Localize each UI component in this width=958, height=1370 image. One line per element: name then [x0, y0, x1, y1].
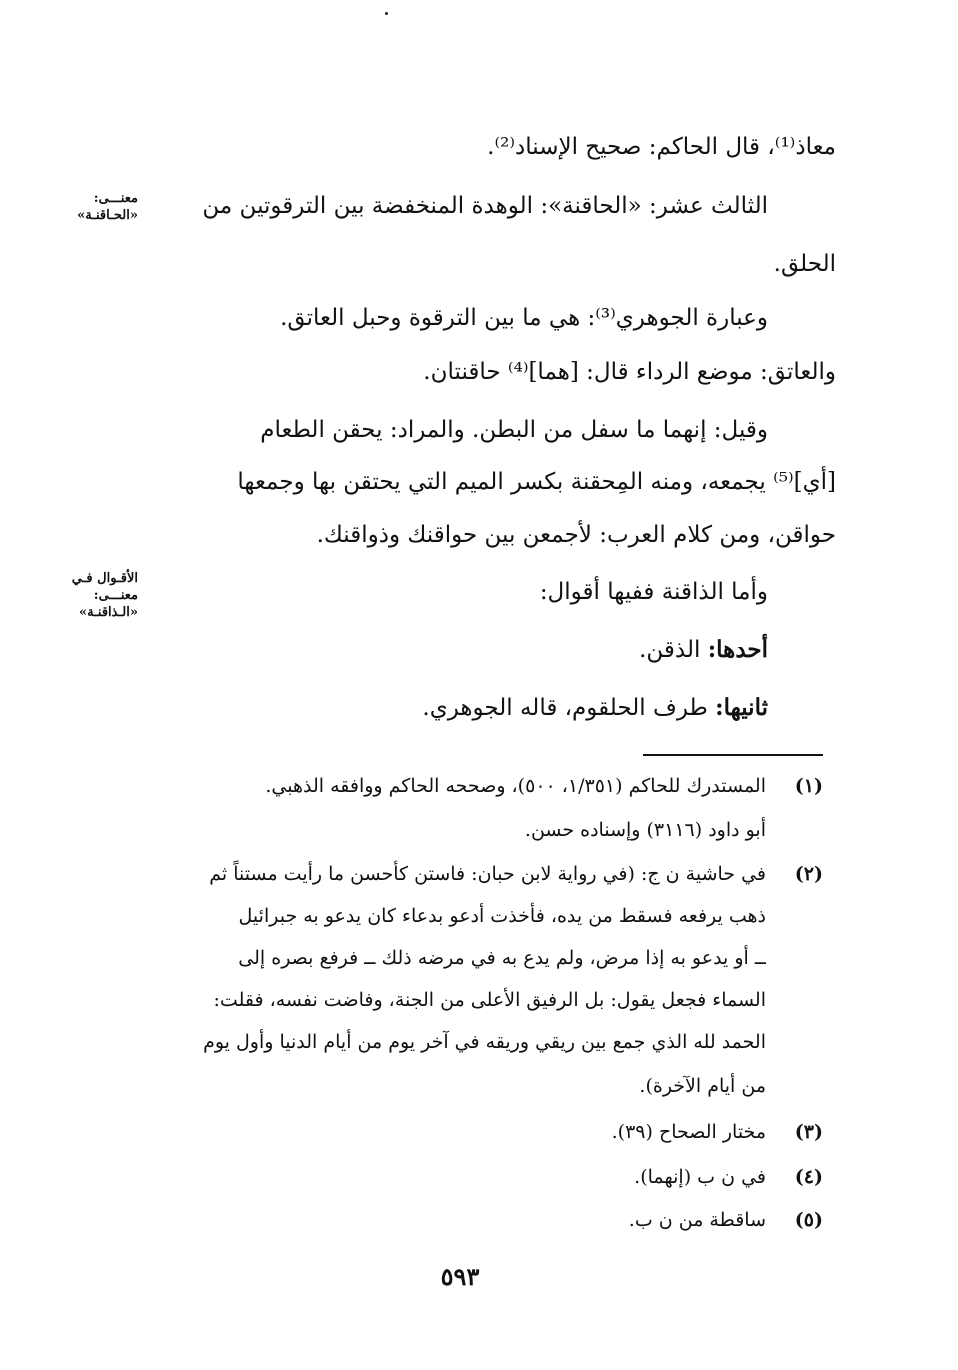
- footnote-number: (١): [794, 775, 823, 797]
- footnote-line: ساقطة من ن ب.: [628, 1209, 766, 1231]
- margin-note-line: الأقـوال فـي: [71, 571, 138, 586]
- footnote-number: (٥): [794, 1209, 823, 1231]
- body-line: الثالث عشر: «الحاقنة»: الوهدة المنخفضة بين الترقوتين من: [202, 193, 768, 219]
- footnote-line: في ن ب (إنهما).: [634, 1166, 766, 1188]
- margin-note-line: معنـــى:: [93, 588, 138, 603]
- margin-note-line: «الـذاقنـة»: [79, 605, 138, 620]
- footnote-line: ذهب يرفعه فسقط من يده، فأخذت أدعو بدعاء كان يدعو به جبرائيل: [238, 905, 766, 927]
- page-number: ٥٩٣: [440, 1262, 480, 1291]
- body-line: والعاتق: موضع الرداء قال: [هما]⁽⁴⁾ حاقنتان.: [423, 359, 836, 385]
- footnote-line: المستدرك للحاكم (١/٣٥١، ٥٠٠)، وصححه الحاكم ووافقه الذهبي.: [265, 775, 766, 797]
- opinion-text: الذقن.: [639, 637, 701, 663]
- body-line: وأما الذاقنة ففيها أقوال:: [539, 579, 768, 605]
- footnote-line: ــ أو يدعو به إذا مرض، ولم يدع به في مرضه ذلك ــ فرفع بصره إلى: [238, 947, 766, 969]
- body-line: وقيل: إنهما ما سفل من البطن. والمراد: يحقن الطعام: [260, 417, 768, 443]
- body-line: [أي]⁽⁵⁾ يجمعه، ومنه المِحقنة بكسر الميم التي يحتقن بها وجمعها: [237, 469, 836, 495]
- margin-note-dhaqina: [72, 570, 138, 621]
- footnote-line: السماء فجعل يقول: بل الرفيق الأعلى من الجنة، وفاضت نفسه، فقلت:: [213, 989, 766, 1011]
- body-line: معاذ⁽¹⁾، قال الحاكم: صحيح الإسناد⁽²⁾.: [487, 134, 836, 160]
- margin-note-line: معنـــى:: [93, 191, 138, 206]
- speck-mark: [385, 12, 388, 15]
- opinion-text: طرف الحلقوم، قاله الجوهري.: [422, 695, 708, 721]
- body-line: حواقن، ومن كلام العرب: لأجمعن بين حواقنك وذواقنك.: [316, 522, 836, 548]
- body-line-first-opinion: [268, 630, 768, 670]
- footnote-line: مختار الصحاح (٣٩).: [611, 1121, 766, 1143]
- body-line: وعبارة الجوهري⁽³⁾: هي ما بين الترقوة وحبل العاتق.: [280, 305, 768, 331]
- opinion-label: ثانيها:: [715, 694, 768, 721]
- footnote-number: (٣): [794, 1121, 823, 1143]
- footnote-line: الحمد لله الذي جمع بين ريقي وريقه في آخر يوم من أيام الدنيا وأول يوم: [203, 1031, 766, 1053]
- opinion-label: أحدها:: [707, 636, 768, 663]
- margin-note-line: «الحـاقنـة»: [77, 208, 138, 223]
- body-line: الحلق.: [773, 251, 836, 277]
- footnote-number: (٤): [794, 1166, 823, 1188]
- body-line-second-opinion: [268, 688, 768, 728]
- footnote-line: أبو داود (٣١١٦) وإسناده حسن.: [524, 819, 766, 841]
- footnote-line: في حاشية ن ج: (في رواية لابن حبان: فاستن كأحسن ما رأيت مستناً ثم: [209, 863, 766, 885]
- footnote-separator: [643, 754, 823, 756]
- footnote-number: (٢): [794, 863, 823, 885]
- footnote-line: من أيام الآخرة).: [639, 1075, 766, 1097]
